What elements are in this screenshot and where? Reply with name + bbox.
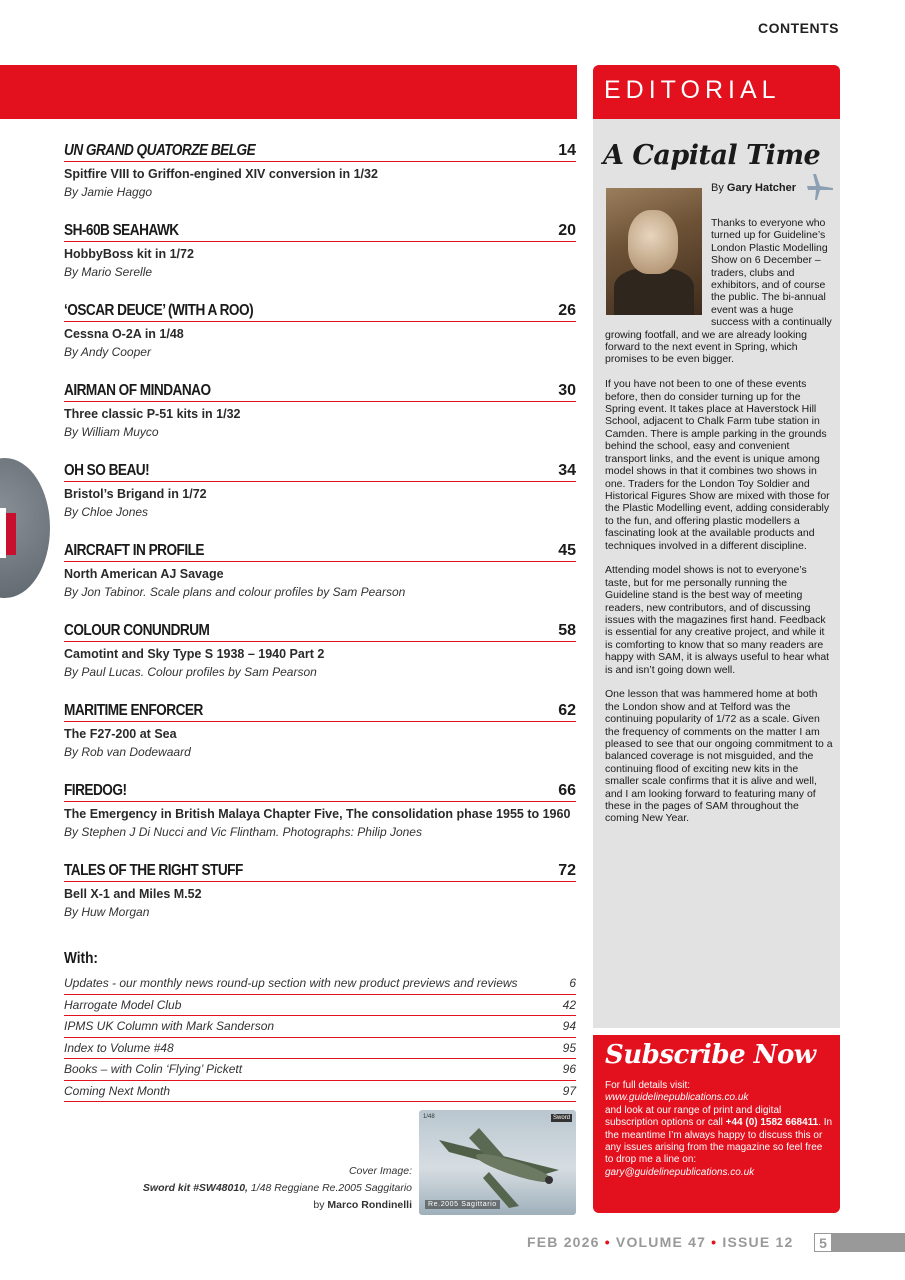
article-byline: By Jamie Haggo xyxy=(64,185,153,199)
with-item-label: Harrogate Model Club xyxy=(64,997,182,1012)
with-heading: With: xyxy=(64,950,98,967)
cover-artist: Marco Rondinelli xyxy=(327,1199,412,1211)
article-subtitle: Spitfire VIII to Griffon-engined XIV conversion in 1/32 xyxy=(64,167,378,181)
cover-kit: Sword kit #SW48010, xyxy=(142,1182,248,1194)
article-item[interactable] xyxy=(64,700,576,780)
plane-logo-icon xyxy=(805,172,835,202)
editorial-paragraph: Attending model shows is not to everyone’s taste, but for me personally running the Guideline stand is the best way of meeting readers, new contributors, and of discussing issues with the magazines first hand. Feedback is essential for any creative project, and while it is comforting to know that so many readers are happy with SAM, it is always useful to hear what is and isn’t going down well. xyxy=(605,564,830,676)
article-page: 72 xyxy=(558,862,576,879)
with-item[interactable] xyxy=(64,1038,576,1060)
article-item[interactable] xyxy=(64,620,576,700)
article-title: COLOUR CONUNDRUM xyxy=(64,622,210,639)
article-title: TALES OF THE RIGHT STUFF xyxy=(64,862,243,879)
subscribe-email[interactable]: gary@guidelinepublications.co.uk xyxy=(605,1166,755,1178)
section-label: CONTENTS xyxy=(758,20,839,36)
footer-sep: • xyxy=(706,1234,723,1250)
with-item[interactable] xyxy=(64,995,576,1017)
with-item-page: 94 xyxy=(562,1019,576,1034)
article-title: FIREDOG! xyxy=(64,782,127,799)
subscribe-title: Subscribe Now xyxy=(605,1040,816,1070)
cover-scale: 1/48 xyxy=(423,1114,435,1120)
article-byline: By Andy Cooper xyxy=(64,345,151,359)
article-subtitle: Three classic P-51 kits in 1/32 xyxy=(64,407,241,421)
footer-sep: • xyxy=(599,1234,616,1250)
article-item[interactable] xyxy=(64,220,576,300)
with-item-page: 42 xyxy=(562,997,576,1012)
article-page: 26 xyxy=(558,302,576,319)
subscribe-phone[interactable]: +44 (0) 1582 668411 xyxy=(725,1117,819,1129)
footer-volume: VOLUME 47 xyxy=(615,1234,707,1250)
with-list xyxy=(64,973,576,1102)
article-byline: By Mario Serelle xyxy=(64,265,153,279)
with-item[interactable] xyxy=(64,973,576,995)
article-subtitle: Bristol’s Brigand in 1/72 xyxy=(64,487,207,501)
editorial-paragraph: If you have not been to one of these events before, then do consider turning up for the Spring event. It takes place at Haverstock Hill School, adjacent to Chalk Farm tube station in Camden. There is ample parking in the grounds behind the school, easy and convenient transport links, and the event is unique among model shows in that it combines two shows in one. Traders for the London Toy Soldier and Historical Figures Show are mixed with those for the Plastic Modelling event, adding considerably to the fun, and offering plastic modellers a fascinating look at the available products and techniques involved in a different discipline. xyxy=(605,378,830,552)
with-item-label: Coming Next Month xyxy=(64,1083,171,1098)
editorial-title: A Capital Time xyxy=(603,140,821,171)
cover-label: Cover Image: xyxy=(348,1165,412,1177)
cover-image[interactable] xyxy=(419,1110,576,1215)
article-item[interactable] xyxy=(64,540,576,620)
roundel-red xyxy=(6,513,16,555)
article-page: 58 xyxy=(558,622,576,639)
article-byline: By Paul Lucas. Colour profiles by Sam Pearson xyxy=(64,665,317,679)
with-item[interactable] xyxy=(64,1016,576,1038)
with-item[interactable] xyxy=(64,1059,576,1081)
article-page: 45 xyxy=(558,542,576,559)
article-title: SH-60B SEAHAWK xyxy=(64,222,179,239)
issue-footer xyxy=(527,1234,793,1250)
subscribe-line1: For full details visit: xyxy=(605,1080,691,1091)
with-item-label: IPMS UK Column with Mark Sanderson xyxy=(64,1019,275,1034)
article-subtitle: The F27-200 at Sea xyxy=(64,727,177,741)
article-list xyxy=(64,140,576,940)
with-item-page: 96 xyxy=(562,1062,576,1077)
article-byline: By Huw Morgan xyxy=(64,905,150,919)
article-page: 30 xyxy=(558,382,576,399)
article-page: 62 xyxy=(558,702,576,719)
article-item[interactable] xyxy=(64,300,576,380)
article-page: 14 xyxy=(558,142,576,159)
page-number: 5 xyxy=(814,1233,832,1252)
article-item[interactable] xyxy=(64,860,576,940)
subscribe-url[interactable]: www.guidelinepublications.co.uk xyxy=(605,1092,749,1104)
with-item-label: Books – with Colin ‘Flying’ Pickett xyxy=(64,1062,243,1077)
article-byline: By William Muyco xyxy=(64,425,159,439)
editorial-by-prefix: By xyxy=(711,182,727,194)
cover-by-prefix: by xyxy=(313,1199,328,1211)
footer-date: FEB 2026 xyxy=(527,1234,600,1250)
article-byline: By Rob van Dodewaard xyxy=(64,745,191,759)
cover-caption xyxy=(143,1163,412,1214)
article-title: OH SO BEAU! xyxy=(64,462,150,479)
with-item-label: Index to Volume #48 xyxy=(64,1040,174,1055)
with-item-page: 97 xyxy=(562,1083,576,1098)
article-page: 66 xyxy=(558,782,576,799)
header-red-bar xyxy=(0,65,577,119)
article-subtitle: Bell X-1 and Miles M.52 xyxy=(64,887,202,901)
article-item[interactable] xyxy=(64,140,576,220)
cover-desc: 1/48 Reggiane Re.2005 Saggitario xyxy=(247,1182,412,1194)
article-byline: By Chloe Jones xyxy=(64,505,149,519)
article-title: ‘OSCAR DEUCE’ (WITH A ROO) xyxy=(64,302,254,319)
article-page: 34 xyxy=(558,462,576,479)
editorial-author: Gary Hatcher xyxy=(726,182,796,194)
article-subtitle: HobbyBoss kit in 1/72 xyxy=(64,247,194,261)
article-title: AIRCRAFT IN PROFILE xyxy=(64,542,205,559)
subscribe-line2: and look at our range of print and digital subscription options or call xyxy=(605,1104,782,1129)
plane-photo-fragment xyxy=(0,458,50,598)
subscribe-body xyxy=(605,1080,833,1179)
article-byline: By Jon Tabinor. Scale plans and colour profiles by Sam Pearson xyxy=(64,585,406,599)
subscribe-line3: . In the meantime I’m always happy to discuss this or any issues arising from the magazine so feel free to drop me a line on: xyxy=(605,1117,833,1166)
with-item-label: Updates - our monthly news round-up section with new product previews and reviews xyxy=(64,976,518,991)
editorial-heading: EDITORIAL xyxy=(593,65,840,119)
article-subtitle: Cessna O-2A in 1/48 xyxy=(64,327,184,341)
article-page: 20 xyxy=(558,222,576,239)
article-subtitle: The Emergency in British Malaya Chapter Five, The consolidation phase 1955 to 1960 xyxy=(64,807,571,821)
article-item[interactable] xyxy=(64,460,576,540)
article-item[interactable] xyxy=(64,380,576,460)
footer-issue: ISSUE 12 xyxy=(722,1234,794,1250)
editorial-paragraph: One lesson that was hammered home at both the London show and at Telford was the continuing popularity of 1/72 as a scale. Given the frequency of comments on the matter I am pleased to see that our ongoing commitment to a balanced coverage is not misguided, and the continuing flood of exciting new kits in the smaller scale confirms that it is alive and well, and I am looking forward to featuring many of these in the pages of SAM throughout the coming New Year. xyxy=(605,688,833,825)
article-title: MARITIME ENFORCER xyxy=(64,702,203,719)
with-item[interactable] xyxy=(64,1081,576,1103)
editorial-paragraph: Thanks to everyone who turned up for Guideline’s London Plastic Modelling Show on 6 December – traders, clubs and exhibitors, and of course the public. The bi-annual event was a huge success with a continually growing footfall, and we are already looking forward to the next event in Spring, which promises to be even bigger. xyxy=(605,217,832,366)
article-subtitle: Camotint and Sky Type S 1938 – 1940 Part 2 xyxy=(64,647,325,661)
with-item-page: 6 xyxy=(569,976,576,991)
article-subtitle: North American AJ Savage xyxy=(64,567,224,581)
editorial-body xyxy=(605,217,833,837)
editorial-byline xyxy=(711,182,796,194)
article-title: UN GRAND QUATORZE BELGE xyxy=(64,142,256,159)
article-byline: By Stephen J Di Nucci and Vic Flintham. Photographs: Philip Jones xyxy=(64,825,422,839)
article-item[interactable] xyxy=(64,780,576,860)
cover-brand: Sword xyxy=(552,1115,570,1121)
article-title: AIRMAN OF MINDANAO xyxy=(64,382,211,399)
cover-image-tag: Re.2005 Sagittario xyxy=(425,1200,500,1209)
with-item-page: 95 xyxy=(562,1040,576,1055)
